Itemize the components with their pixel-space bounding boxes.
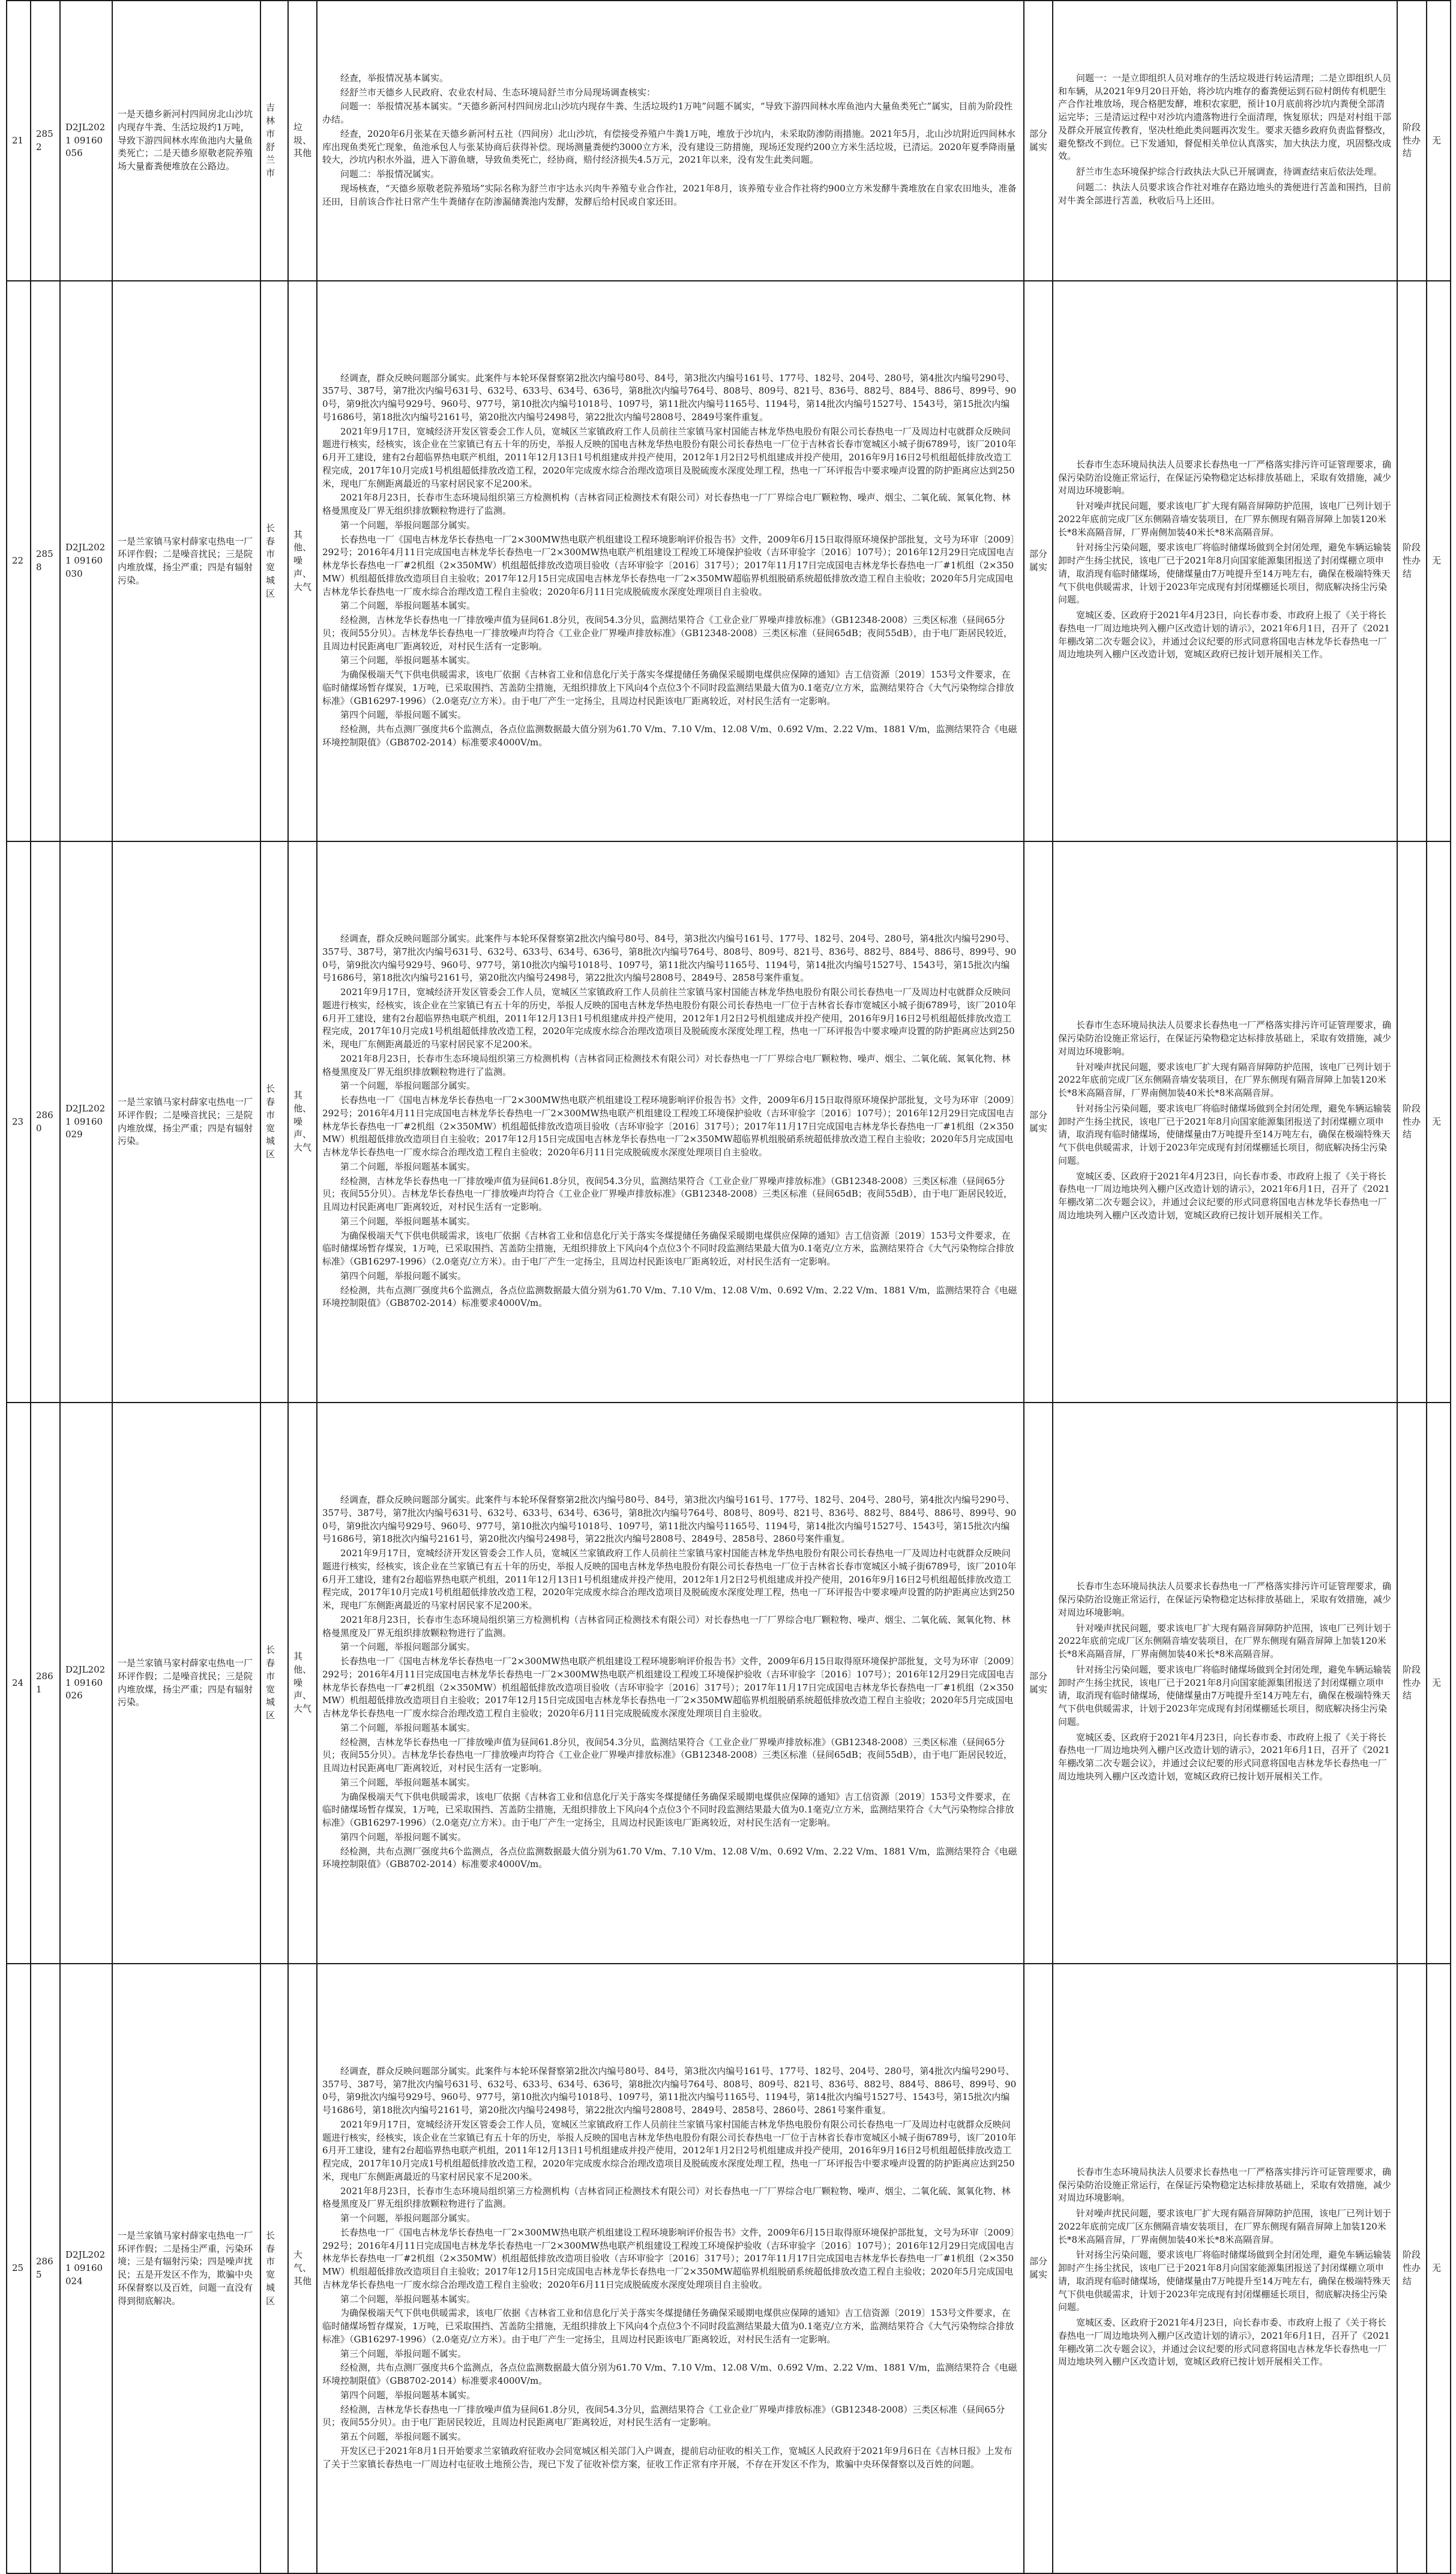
findings-paragraph: 经调查，群众反映问题部分属实。此案件与本轮环保督察第2批次内编号80号、84号，第3批次内编号161号、177号、182号、204号、280号，第4批次内编号290号、357号、387号，第7批次内编号631号、632号、633号、634号、636号，第8批次内编号764号、808号、809号、821号、836号、882号、884号、886号、899号、900号，第9批次内编号929号、960号、977号，第10批次内编号1018号、1097号，第11批次内编号1165号、1194号，第14批次内编号1527号、1543号，第15批次内编号1686号，第18批次内编号2161号，第20批次内编号2498号，第22批次内编号2808号、2849号、2858号案件重复。 bbox=[322, 933, 1017, 984]
findings-paragraph: 第一个问题，举报问题部分属实。 bbox=[340, 2213, 476, 2224]
findings-paragraph: 经检测，共布点测厂强度共6个监测点，各点位监测数据最大值分别为61.70 V/m、7.10 V/m、12.08 V/m、0.692 V/m、2.22 V/m、1881 V/m，监测结果符合《电磁环境控制限值》（GB8702-2014）标准要求4000V/m。 bbox=[322, 1284, 1017, 1309]
complaint-issue: 一是兰家镇马家村薛家屯热电一厂环评作假；二是噪音扰民；三是院内堆放煤，扬尘严重；四是有辐射污染。 bbox=[112, 1403, 260, 1964]
case-code: D2JL2021 09160026 bbox=[60, 1403, 112, 1964]
findings-paragraph: 经查，2020年6月张某在天德乡新河村五社（四间房）北山沙坑，有偿接受养殖户牛粪1万吨，堆放于沙坑内，未采取防渗防雨措施。2021年5月，北山沙坑附近四间林水库出现鱼类死亡现象，鱼池承包人与张某协商后获得补偿。现场测量粪便约3000立方米，没有建设三防措施，现场还发现约200立方米生活垃圾，已清运。2020年夏季降雨量较大，沙坑内积水外溢，进入下游鱼塘，导致鱼类死亡，经协商，赔付经济损失4.5万元，2021年以来，没有发生此类问题。 bbox=[322, 128, 1015, 166]
measure-paragraph: 宽城区委、区政府于2021年4月23日，向长春市委、市政府上报了《关于将长春热电一厂周边地块列入棚户区改造计划的请示》，2021年6月1日，召开了《2021年棚改第二次专题会议》，并通过会议纪要的形式同意将国电吉林龙华长春热电一厂周边地块列入棚户区改造计划，宽城区政府已按计划开展相关工作。 bbox=[1058, 610, 1390, 660]
measure-paragraph: 长春市生态环境局执法人员要求长春热电一厂严格落实排污许可证管理要求，确保污染防治设施正常运行，在保证污染物稳定达标排放基础上，采取有效措施，减少对周边环境影响。 bbox=[1058, 2166, 1392, 2204]
findings-paragraph: 经舒兰市天德乡人民政府、农业农村局、生态环境局舒兰市分局现场调查核实： bbox=[340, 86, 656, 98]
measure-paragraph: 针对噪声扰民问题，要求该电厂扩大现有隔音屏障防护范围，该电厂已列计划于2022年底前完成厂区东侧隔音墙安装项目，在厂界东侧现有隔音屏障上加装120米长*8米高隔音屏，厂界南侧加装40米长*8米高隔音屏。 bbox=[1058, 2208, 1392, 2245]
findings-paragraph: 经检测，吉林龙华长春热电一厂排放噪声值为昼间61.8分贝，夜间54.3分贝，监测结果符合《工业企业厂界噪声排放标准》（GB12348-2008）三类区标准（昼间65分贝；夜间55分贝）。由于电厂距居民较近，且周边村民距离电厂距离较近，对村民生活有一定影响。 bbox=[322, 2404, 1005, 2428]
findings-paragraph: 经检测，共布点测厂强度共6个监测点，各点位监测数据最大值分别为61.70 V/m、7.10 V/m、12.08 V/m、0.692 V/m、2.22 V/m、1881 V/m，监测结果符合《电磁环境控制限值》（GB8702-2014）标准要求4000V/m。 bbox=[322, 2362, 1017, 2386]
investigation-findings bbox=[317, 1, 1024, 281]
measure-paragraph: 针对噪声扰民问题，要求该电厂扩大现有隔音屏障防护范围，该电厂已列计划于2022年底前完成厂区东侧隔音墙安装项目，在厂界东侧现有隔音屏障上加装120米长*8米高隔音屏，厂界南侧加装40米长*8米高隔音屏。 bbox=[1058, 501, 1392, 538]
findings-paragraph: 现场核查，“天德乡原敬老院养殖场”实际名称为舒兰市宇达永兴肉牛养殖专业合作社，2021年8月，该养殖专业合作社将约900立方米发酵牛粪堆放在自家农田地头，准备还田，目前该合作社日常产生牛粪储存在防渗漏储粪池内发酵，发酵后给村民或自家还田。 bbox=[322, 182, 1017, 207]
measure-paragraph: 针对扬尘污染问题，要求该电厂将临时储煤场做到全封闭处理，避免车辆运输装卸时产生扬尘扰民，该电厂已于2021年8月向国家能源集团报送了封闭煤棚立项申请，取消现有临时储煤场，使储煤量由7万吨提升至14万吨左右，确保在极端特殊天气下供电供暖需求，计划于2023年完成现有封闭煤棚延长项目，彻底解决扬尘污染问题。 bbox=[1058, 2249, 1392, 2313]
administrative-area: 长春市宽城区 bbox=[260, 1964, 288, 2573]
findings-paragraph: 问题一：举报情况基本属实。“天德乡新河村四间房北山沙坑内现存牛粪、生活垃圾约1万吨”问题不属实，“导致下游四间林水库鱼池内大量鱼类死亡”属实，目前为阶段性办结。 bbox=[322, 101, 1013, 125]
completion-status: 阶段性办结 bbox=[1397, 841, 1427, 1403]
row-number: 24 bbox=[7, 1403, 31, 1964]
findings-paragraph: 第二个问题，举报问题基本属实。 bbox=[340, 1722, 476, 1733]
findings-paragraph: 长春热电一厂《国电吉林龙华长春热电一厂2×300MW热电联产机组建设工程环境影响评价报告书》文件，2009年6月15日取得原环境保护部批复，文号为环审〔2009〕292号；2016年4月11日完成国电吉林龙华长春热电一厂2×300MW热电联产机组建设工程竣工环境保护验收（吉环审验字〔2016〕107号）；2016年12月29日完成国电吉林龙华长春热电一厂#2机组（2×350MW）机组超低排放改造项目验收（吉环审验字〔2016〕317号）；2017年11月17日完成国电吉林龙华长春热电一厂#1机组（2×350MW）机组超低排放改造项目自主验收；2017年12月15日完成国电吉林龙华长春热电一厂2×350MW超临界机组脱硝系统超低排放改造工程自主验收；2020年5月完成国电吉林龙华长春热电一厂废水综合治理改造工程自主验收；2020年6月11日完成脱硫废水深度处理项目自主验收。 bbox=[322, 534, 1015, 597]
findings-paragraph: 开发区已于2021年8月1日开始要求兰家镇政府征收办会同宽城区相关部门入户调查，提前启动征收的相关工作，宽城区人民政府于2021年9月6日在《吉林日报》上发布了关于兰家镇长春热电一厂周边村屯征收土地预公告，现已下发了征收补偿方案，征收工作正常有序开展，不存在开发区不作为，欺骗中央环保督察以及百姓的问题。 bbox=[322, 2445, 1012, 2470]
measure-paragraph: 宽城区委、区政府于2021年4月23日，向长春市委、市政府上报了《关于将长春热电一厂周边地块列入棚户区改造计划的请示》，2021年6月1日，召开了《2021年棚改第二次专题会议》，并通过会议纪要的形式同意将国电吉林龙华长春热电一厂周边地块列入棚户区改造计划，宽城区政府已按计划开展相关工作。 bbox=[1058, 1170, 1390, 1221]
accountability: 无 bbox=[1427, 1964, 1451, 2573]
measure-paragraph: 舒兰市生态环境保护综合行政执法大队已开展调查，待调查结束后依法处理。 bbox=[1076, 166, 1383, 177]
case-id: 2852 bbox=[31, 1, 60, 281]
row-number: 23 bbox=[7, 841, 31, 1403]
findings-paragraph: 经检测，共布点测厂强度共6个监测点，各点位监测数据最大值分别为61.70 V/m、7.10 V/m、12.08 V/m、0.692 V/m、2.22 V/m、1881 V/m，监测结果符合《电磁环境控制限值》（GB8702-2014）标准要求4000V/m。 bbox=[322, 724, 1017, 748]
pollution-type: 垃圾、其他 bbox=[288, 1, 317, 281]
findings-paragraph: 长春热电一厂《国电吉林龙华长春热电一厂2×300MW热电联产机组建设工程环境影响评价报告书》文件，2009年6月15日取得原环境保护部批复，文号为环审〔2009〕292号；2016年4月11日完成国电吉林龙华长春热电一厂2×300MW热电联产机组建设工程竣工环境保护验收（吉环审验字〔2016〕107号）；2016年12月29日完成国电吉林龙华长春热电一厂#2机组（2×350MW）机组超低排放改造项目验收（吉环审验字〔2016〕317号）；2017年11月17日完成国电吉林龙华长春热电一厂#1机组（2×350MW）机组超低排放改造项目自主验收；2017年12月15日完成国电吉林龙华长春热电一厂2×350MW超临界机组脱硝系统超低排放改造工程自主验收；2020年5月完成国电吉林龙华长春热电一厂废水综合治理改造工程自主验收；2020年6月11日完成脱硫废水深度处理项目自主验收。 bbox=[322, 1095, 1015, 1158]
findings-paragraph: 2021年9月17日，宽城经济开发区管委会工作人员，宽城区兰家镇政府工作人员前往兰家镇马家村国能吉林龙华热电股份有限公司长春热电一厂及周边村屯就群众反映问题进行核实，经核实，该企业在兰家镇已有五十年的历史，举报人反映的国电吉林龙华热电股份有限公司长春热电一厂位于吉林省长春市宽城区小城子街6789号，该厂2010年6月开工建设，建有2台超临界热电联产机组，2011年12月13日1号机组建成并投产使用，2012年1月2日2号机组建成并投产使用，2016年9月16日2号机组超低排放改造工程完成，2017年10月完成1号机组超低排放改造工程，2020年完成废水综合治理改造项目及脱硫废水深度处理工程，热电一厂环评报告中要求噪声设置的防护距离应达到250米，现电厂东侧距离最近的马家村居民家不足200米。 bbox=[322, 2118, 1017, 2182]
findings-paragraph: 2021年9月17日，宽城经济开发区管委会工作人员，宽城区兰家镇政府工作人员前往兰家镇马家村国能吉林龙华热电股份有限公司长春热电一厂及周边村屯就群众反映问题进行核实，经核实，该企业在兰家镇已有五十年的历史，举报人反映的国电吉林龙华热电股份有限公司长春热电一厂位于吉林省长春市宽城区小城子街6789号，该厂2010年6月开工建设，建有2台超临界热电联产机组，2011年12月13日1号机组建成并投产使用，2012年1月2日2号机组建成并投产使用，2016年9月16日2号机组超低排放改造工程完成，2017年10月完成1号机组超低排放改造工程，2020年完成废水综合治理改造项目及脱硫废水深度处理工程，热电一厂环评报告中要求噪声设置的防护距离应达到250米，现电厂东侧距离最近的马家村居民家不足200米。 bbox=[322, 425, 1017, 489]
row-number: 25 bbox=[7, 1964, 31, 2573]
rectification-measures bbox=[1053, 1, 1397, 281]
measure-paragraph: 针对扬尘污染问题，要求该电厂将临时储煤场做到全封闭处理，避免车辆运输装卸时产生扬尘扰民，该电厂已于2021年8月向国家能源集团报送了封闭煤棚立项申请，取消现有临时储煤场，使储煤量由7万吨提升至14万吨左右，确保在极端特殊天气下供电供暖需求，计划于2023年完成现有封闭煤棚延长项目，彻底解决扬尘污染问题。 bbox=[1058, 1664, 1392, 1727]
findings-paragraph: 2021年8月23日，长春市生态环境局组织第三方检测机构（吉林省同正检测技术有限公司）对长春热电一厂厂界综合电厂颗粒物、噪声、烟尘、二氧化硫、氮氧化物、林格曼黑度及厂界无组织排放颗粒物进行了监测。 bbox=[322, 2185, 1011, 2210]
measure-paragraph: 针对扬尘污染问题，要求该电厂将临时储煤场做到全封闭处理，避免车辆运输装卸时产生扬尘扰民，该电厂已于2021年8月向国家能源集团报送了封闭煤棚立项申请，取消现有临时储煤场，使储煤量由7万吨提升至14万吨左右，确保在极端特殊天气下供电供暖需求，计划于2023年完成现有封闭煤棚延长项目，彻底解决扬尘污染问题。 bbox=[1058, 542, 1392, 606]
findings-paragraph: 第三个问题，举报问题基本属实。 bbox=[340, 1215, 476, 1227]
findings-paragraph: 经检测，吉林龙华长春热电一厂排放噪声值为昼间61.8分贝，夜间54.3分贝，监测结果符合《工业企业厂界噪声排放标准》（GB12348-2008）三类区标准（昼间65分贝；夜间55分贝）。吉林龙华长春热电一厂排放噪声均符合《工业企业厂界噪声排放标准》（GB12348-2008）三类区标准（昼间65dB；夜间55dB），由于电厂距居民较近，且周边村民距离电厂距离较近，对村民生活有一定影响。 bbox=[322, 615, 1012, 652]
accountability: 无 bbox=[1427, 1403, 1451, 1964]
accountability: 无 bbox=[1427, 1, 1451, 281]
investigation-findings bbox=[317, 841, 1024, 1403]
table-row bbox=[7, 841, 1451, 1403]
completion-status: 阶段性办结 bbox=[1397, 1403, 1427, 1964]
complaint-issue: 一是天德乡新河村四间房北山沙坑内现存牛粪、生活垃圾约1万吨，导致下游四间林水库鱼池内大量鱼类死亡；二是天德乡原敬老院养殖场大量畜粪便堆放在公路边。 bbox=[112, 1, 260, 281]
findings-paragraph: 经调查，群众反映问题部分属实。此案件与本轮环保督察第2批次内编号80号、84号，第3批次内编号161号、177号、182号、204号、280号，第4批次内编号290号、357号、387号，第7批次内编号631号、632号、633号、634号、636号，第8批次内编号764号、808号、809号、821号、836号、882号、884号、886号、899号、900号，第9批次内编号929号、960号、977号，第10批次内编号1018号、1097号，第11批次内编号1165号、1194号，第14批次内编号1527号、1543号，第15批次内编号1686号，第18批次内编号2161号，第20批次内编号2498号，第22批次内编号2808号、2849号、2858号、2860号、2861号案件重复。 bbox=[322, 2065, 1017, 2115]
case-id: 2860 bbox=[31, 841, 60, 1403]
rectification-measures bbox=[1053, 1964, 1397, 2573]
findings-paragraph: 问题二：举报情况属实。 bbox=[340, 169, 440, 179]
accountability: 无 bbox=[1427, 281, 1451, 841]
findings-paragraph: 为确保极端天气下供电供暖需求，该电厂依据《吉林省工业和信息化厅关于落实冬煤提储任务确保采暖期电煤供应保障的通知》吉工信资源〔2019〕153号文件要求，在临时储煤场暂存煤炭，1万吨，已采取围挡、苫盖防尘措施，无组织排放上下风向4个点位3个不同时段监测结果最大值为0.1毫克/立方米，监测结果符合《大气污染物综合排放标准》（GB16297-1996）（2.0毫克/立方米）。由于电厂产生一定扬尘，且周边村民距该电厂距离较近，对村民生活有一定影响。 bbox=[322, 669, 1014, 706]
findings-paragraph: 为确保极端天气下供电供暖需求，该电厂依据《吉林省工业和信息化厅关于落实冬煤提储任务确保采暖期电煤供应保障的通知》吉工信资源〔2019〕153号文件要求，在临时储煤场暂存煤炭，1万吨，已采取围挡、苫盖防尘措施，无组织排放上下风向4个点位3个不同时段监测结果最大值为0.1毫克/立方米，监测结果符合《大气污染物综合排放标准》（GB16297-1996）（2.0毫克/立方米）。由于电厂产生一定扬尘，且周边村民距该电厂距离较近，对村民生活有一定影响。 bbox=[322, 1791, 1014, 1828]
findings-paragraph: 第四个问题，举报问题不属实。 bbox=[340, 709, 467, 721]
measure-paragraph: 问题一：一是立即组织人员对堆存的生活垃圾进行转运清理；二是立即组织人员和车辆，从2021年9月20日开始，将沙坑内堆存的畜粪便运到石砬村朗传有机肥生产合作社堆放场，现合格肥发酵，堆积农家肥，预计10月底前将沙坑内粪便全部清运完毕；三是清运过程中对沙坑内遗落物进行全面清理，恢复原状；四是对村组干部及群众开展宣传教育，坚决杜绝此类问题再次发生。要求天德乡政府负责监督整改，避免整改不到位。已下发通知，督促相关单位认真落实，加大执法力度，巩固整改成效。 bbox=[1058, 72, 1392, 162]
findings-paragraph: 第二个问题，举报问题基本属实。 bbox=[340, 2293, 476, 2305]
completion-status: 阶段性办结 bbox=[1397, 281, 1427, 841]
findings-paragraph: 第二个问题，举报问题基本属实。 bbox=[340, 600, 476, 612]
findings-paragraph: 2021年9月17日，宽城经济开发区管委会工作人员，宽城区兰家镇政府工作人员前往兰家镇马家村国能吉林龙华热电股份有限公司长春热电一厂及周边村屯就群众反映问题进行核实，经核实，该企业在兰家镇已有五十年的历史，举报人反映的国电吉林龙华热电股份有限公司长春热电一厂位于吉林省长春市宽城区小城子街6789号，该厂2010年6月开工建设，建有2台超临界热电联产机组，2011年12月13日1号机组建成并投产使用，2012年1月2日2号机组建成并投产使用，2016年9月16日2号机组超低排放改造工程完成，2017年10月完成1号机组超低排放改造工程，2020年完成废水综合治理改造项目及脱硫废水深度处理工程，热电一厂环评报告中要求噪声设置的防护距离应达到250米，现电厂东侧距离最近的马家村居民家不足200米。 bbox=[322, 1548, 1017, 1611]
findings-paragraph: 第三个问题，举报问题基本属实。 bbox=[340, 1776, 476, 1788]
findings-paragraph: 2021年8月23日，长春市生态环境局组织第三方检测机构（吉林省同正检测技术有限公司）对长春热电一厂厂界综合电厂颗粒物、噪声、烟尘、二氧化硫、氮氧化物、林格曼黑度及厂界无组织排放颗粒物进行了监测。 bbox=[322, 1614, 1011, 1638]
findings-paragraph: 经检测，吉林龙华长春热电一厂排放噪声值为昼间61.8分贝，夜间54.3分贝，监测结果符合《工业企业厂界噪声排放标准》（GB12348-2008）三类区标准（昼间65分贝；夜间55分贝）。吉林龙华长春热电一厂排放噪声均符合《工业企业厂界噪声排放标准》（GB12348-2008）三类区标准（昼间65dB；夜间55dB），由于电厂距居民较近，且周边村民距离电厂距离较近，对村民生活有一定影响。 bbox=[322, 1175, 1012, 1212]
case-id: 2858 bbox=[31, 281, 60, 841]
pollution-type: 其他、噪声、大气 bbox=[288, 281, 317, 841]
findings-paragraph: 第一个问题，举报问题部分属实。 bbox=[340, 519, 476, 531]
findings-paragraph: 第一个问题，举报问题部分属实。 bbox=[340, 1080, 476, 1092]
findings-paragraph: 经调查，群众反映问题部分属实。此案件与本轮环保督察第2批次内编号80号、84号，第3批次内编号161号、177号、182号、204号、280号，第4批次内编号290号、357号、387号，第7批次内编号631号、632号、633号、634号、636号，第8批次内编号764号、808号、809号、821号、836号、882号、884号、886号、899号、900号，第9批次内编号929号、960号、977号，第10批次内编号1018号、1097号，第11批次内编号1165号、1194号，第14批次内编号1527号、1543号，第15批次内编号1686号，第18批次内编号2161号，第20批次内编号2498号，第22批次内编号2808号、2849号案件重复。 bbox=[322, 372, 1017, 422]
verification-result: 部分属实 bbox=[1024, 1964, 1053, 2573]
case-code: D2JL2021 09160024 bbox=[60, 1964, 112, 2573]
findings-paragraph: 第四个问题，举报问题不属实。 bbox=[340, 1270, 467, 1281]
administrative-area: 吉林市舒兰市 bbox=[260, 1, 288, 281]
findings-paragraph: 第三个问题，举报问题不属实。 bbox=[340, 2348, 467, 2359]
measure-paragraph: 针对噪声扰民问题，要求该电厂扩大现有隔音屏障防护范围，该电厂已列计划于2022年底前完成厂区东侧隔音墙安装项目，在厂界东侧现有隔音屏障上加装120米长*8米高隔音屏，厂界南侧加装40米长*8米高隔音屏。 bbox=[1058, 1622, 1392, 1660]
table-row bbox=[7, 1403, 1451, 1964]
administrative-area: 长春市宽城区 bbox=[260, 841, 288, 1403]
accountability: 无 bbox=[1427, 841, 1451, 1403]
rectification-measures bbox=[1053, 1403, 1397, 1964]
pollution-type: 其他、噪声、大气 bbox=[288, 1403, 317, 1964]
rectification-measures bbox=[1053, 281, 1397, 841]
findings-paragraph: 第二个问题，举报问题基本属实。 bbox=[340, 1161, 476, 1172]
table-row bbox=[7, 1, 1451, 281]
rectification-measures bbox=[1053, 841, 1397, 1403]
findings-paragraph: 为确保极端天气下供电供暖需求，该电厂依据《吉林省工业和信息化厅关于落实冬煤提储任务确保采暖期电煤供应保障的通知》吉工信资源〔2019〕153号文件要求，在临时储煤场暂存煤炭，1万吨，已采取围挡、苫盖防尘措施，无组织排放上下风向4个点位3个不同时段监测结果最大值为0.1毫克/立方米，监测结果符合《大气污染物综合排放标准》（GB16297-1996）（2.0毫克/立方米）。由于电厂产生一定扬尘，且周边村民距该电厂距离较近，对村民生活有一定影响。 bbox=[322, 1230, 1014, 1267]
measure-paragraph: 长春市生态环境局执法人员要求长春热电一厂严格落实排污许可证管理要求，确保污染防治设施正常运行，在保证污染物稳定达标排放基础上，采取有效措施，减少对周边环境影响。 bbox=[1058, 1581, 1392, 1618]
findings-paragraph: 第四个问题，举报问题不属实。 bbox=[340, 1831, 467, 1842]
measure-paragraph: 宽城区委、区政府于2021年4月23日，向长春市委、市政府上报了《关于将长春热电一厂周边地块列入棚户区改造计划的请示》，2021年6月1日，召开了《2021年棚改第二次专题会议》，并通过会议纪要的形式同意将国电吉林龙华长春热电一厂周边地块列入棚户区改造计划，宽城区政府已按计划开展相关工作。 bbox=[1058, 2317, 1390, 2368]
table-row bbox=[7, 281, 1451, 841]
measure-paragraph: 长春市生态环境局执法人员要求长春热电一厂严格落实排污许可证管理要求，确保污染防治设施正常运行，在保证污染物稳定达标排放基础上，采取有效措施，减少对周边环境影响。 bbox=[1058, 459, 1392, 496]
findings-paragraph: 第一个问题，举报问题部分属实。 bbox=[340, 1641, 476, 1653]
complaint-issue: 一是兰家镇马家村薛家屯热电一厂环评作假；二是扬尘严重，污染环境；三是有辐射污染；四是噪声扰民；五是开发区不作为，欺骗中央环保督察以及百姓，问题一直没有得到彻底解决。 bbox=[112, 1964, 260, 2573]
measure-paragraph: 针对扬尘污染问题，要求该电厂将临时储煤场做到全封闭处理，避免车辆运输装卸时产生扬尘扰民，该电厂已于2021年8月向国家能源集团报送了封闭煤棚立项申请，取消现有临时储煤场，使储煤量由7万吨提升至14万吨左右，确保在极端特殊天气下供电供暖需求，计划于2023年完成现有封闭煤棚延长项目，彻底解决扬尘污染问题。 bbox=[1058, 1102, 1392, 1166]
row-number: 22 bbox=[7, 281, 31, 841]
findings-paragraph: 长春热电一厂《国电吉林龙华长春热电一厂2×300MW热电联产机组建设工程环境影响评价报告书》文件，2009年6月15日取得原环境保护部批复，文号为环审〔2009〕292号；2016年4月11日完成国电吉林龙华长春热电一厂2×300MW热电联产机组建设工程竣工环境保护验收（吉环审验字〔2016〕107号）；2016年12月29日完成国电吉林龙华长春热电一厂#2机组（2×350MW）机组超低排放改造项目验收（吉环审验字〔2016〕317号）；2017年11月17日完成国电吉林龙华长春热电一厂#1机组（2×350MW）机组超低排放改造项目自主验收；2017年12月15日完成国电吉林龙华长春热电一厂2×350MW超临界机组脱硝系统超低排放改造工程自主验收；2020年5月完成国电吉林龙华长春热电一厂废水综合治理改造工程自主验收；2020年6月11日完成脱硫废水深度处理项目自主验收。 bbox=[322, 2227, 1015, 2290]
findings-paragraph: 经调查，群众反映问题部分属实。此案件与本轮环保督察第2批次内编号80号、84号，第3批次内编号161号、177号、182号、204号、280号，第4批次内编号290号、357号、387号，第7批次内编号631号、632号、633号、634号、636号，第8批次内编号764号、808号、809号、821号、836号、882号、884号、886号、899号、900号，第9批次内编号929号、960号、977号，第10批次内编号1018号、1097号，第11批次内编号1165号、1194号，第14批次内编号1527号、1543号，第15批次内编号1686号，第18批次内编号2161号，第20批次内编号2498号，第22批次内编号2808号、2849号、2858号、2860号案件重复。 bbox=[322, 1494, 1017, 1545]
measure-paragraph: 长春市生态环境局执法人员要求长春热电一厂严格落实排污许可证管理要求，确保污染防治设施正常运行，在保证污染物稳定达标排放基础上，采取有效措施，减少对周边环境影响。 bbox=[1058, 1020, 1392, 1057]
measure-paragraph: 问题二：执法人员要求该合作社对堆存在路边地头的粪便进行苫盖和围挡，目前对牛粪全部进行苫盖，秋收后马上还田。 bbox=[1058, 181, 1392, 206]
findings-paragraph: 长春热电一厂《国电吉林龙华长春热电一厂2×300MW热电联产机组建设工程环境影响评价报告书》文件，2009年6月15日取得原环境保护部批复，文号为环审〔2009〕292号；2016年4月11日完成国电吉林龙华长春热电一厂2×300MW热电联产机组建设工程竣工环境保护验收（吉环审验字〔2016〕107号）；2016年12月29日完成国电吉林龙华长春热电一厂#2机组（2×350MW）机组超低排放改造项目验收（吉环审验字〔2016〕317号）；2017年11月17日完成国电吉林龙华长春热电一厂#1机组（2×350MW）机组超低排放改造项目自主验收；2017年12月15日完成国电吉林龙华长春热电一厂2×350MW超临界机组脱硝系统超低排放改造工程自主验收；2020年5月完成国电吉林龙华长春热电一厂废水综合治理改造工程自主验收；2020年6月11日完成脱硫废水深度处理项目自主验收。 bbox=[322, 1656, 1015, 1719]
findings-paragraph: 2021年8月23日，长春市生态环境局组织第三方检测机构（吉林省同正检测技术有限公司）对长春热电一厂厂界综合电厂颗粒物、噪声、烟尘、二氧化硫、氮氧化物、林格曼黑度及厂界无组织排放颗粒物进行了监测。 bbox=[322, 492, 1011, 516]
findings-paragraph: 第五个问题，举报问题不属实。 bbox=[340, 2431, 467, 2442]
findings-paragraph: 经查，举报情况基本属实。 bbox=[340, 72, 449, 83]
complaint-issue: 一是兰家镇马家村薛家屯热电一厂环评作假；二是噪音扰民；三是院内堆放煤，扬尘严重；四是有辐射污染。 bbox=[112, 841, 260, 1403]
completion-status: 阶段性办结 bbox=[1397, 1964, 1427, 2573]
pollution-type: 其他、噪声、大气 bbox=[288, 841, 317, 1403]
investigation-findings bbox=[317, 1964, 1024, 2573]
verification-result: 部分属实 bbox=[1024, 1, 1053, 281]
verification-result: 部分属实 bbox=[1024, 281, 1053, 841]
investigation-findings bbox=[317, 281, 1024, 841]
findings-paragraph: 经检测，吉林龙华长春热电一厂排放噪声值为昼间61.8分贝，夜间54.3分贝，监测结果符合《工业企业厂界噪声排放标准》（GB12348-2008）三类区标准（昼间65分贝；夜间55分贝）。吉林龙华长春热电一厂排放噪声均符合《工业企业厂界噪声排放标准》（GB12348-2008）三类区标准（昼间65dB；夜间55dB），由于电厂距居民较近，且周边村民距离电厂距离较近，对村民生活有一定影响。 bbox=[322, 1736, 1012, 1773]
measure-paragraph: 宽城区委、区政府于2021年4月23日，向长春市委、市政府上报了《关于将长春热电一厂周边地块列入棚户区改造计划的请示》，2021年6月1日，召开了《2021年棚改第二次专题会议》，并通过会议纪要的形式同意将国电吉林龙华长春热电一厂周边地块列入棚户区改造计划，宽城区政府已按计划开展相关工作。 bbox=[1058, 1731, 1390, 1782]
case-code: D2JL2021 09160030 bbox=[60, 281, 112, 841]
case-id: 2861 bbox=[31, 1403, 60, 1964]
findings-paragraph: 为确保极端天气下供电供暖需求，该电厂依据《吉林省工业和信息化厅关于落实冬煤提储任务确保采暖期电煤供应保障的通知》吉工信资源〔2019〕153号文件要求，在临时储煤场暂存煤炭，1万吨，已采取围挡、苫盖防尘措施，无组织排放上下风向4个点位3个不同时段监测结果最大值为0.1毫克/立方米，监测结果符合《大气污染物综合排放标准》（GB16297-1996）（2.0毫克/立方米）。由于电厂产生一定扬尘，且周边村民距该电厂距离较近，对村民生活有一定影响。 bbox=[322, 2308, 1014, 2345]
administrative-area: 长春市宽城区 bbox=[260, 1403, 288, 1964]
verification-result: 部分属实 bbox=[1024, 1403, 1053, 1964]
findings-paragraph: 第三个问题，举报问题基本属实。 bbox=[340, 655, 476, 666]
case-id: 2865 bbox=[31, 1964, 60, 2573]
complaint-issue: 一是兰家镇马家村薛家屯热电一厂环评作假；二是噪音扰民；三是院内堆放煤，扬尘严重；四是有辐射污染。 bbox=[112, 281, 260, 841]
case-table bbox=[6, 0, 1451, 2574]
completion-status: 阶段性办结 bbox=[1397, 1, 1427, 281]
row-number: 21 bbox=[7, 1, 31, 281]
measure-paragraph: 针对噪声扰民问题，要求该电厂扩大现有隔音屏障防护范围，该电厂已列计划于2022年底前完成厂区东侧隔音墙安装项目，在厂界东侧现有隔音屏障上加装120米长*8米高隔音屏，厂界南侧加装40米长*8米高隔音屏。 bbox=[1058, 1061, 1392, 1099]
verification-result: 部分属实 bbox=[1024, 841, 1053, 1403]
findings-paragraph: 2021年8月23日，长春市生态环境局组织第三方检测机构（吉林省同正检测技术有限公司）对长春热电一厂厂界综合电厂颗粒物、噪声、烟尘、二氧化硫、氮氧化物、林格曼黑度及厂界无组织排放颗粒物进行了监测。 bbox=[322, 1053, 1011, 1077]
findings-paragraph: 2021年9月17日，宽城经济开发区管委会工作人员，宽城区兰家镇政府工作人员前往兰家镇马家村国能吉林龙华热电股份有限公司长春热电一厂及周边村屯就群众反映问题进行核实，经核实，该企业在兰家镇已有五十年的历史，举报人反映的国电吉林龙华热电股份有限公司长春热电一厂位于吉林省长春市宽城区小城子街6789号，该厂2010年6月开工建设，建有2台超临界热电联产机组，2011年12月13日1号机组建成并投产使用，2012年1月2日2号机组建成并投产使用，2016年9月16日2号机组超低排放改造工程完成，2017年10月完成1号机组超低排放改造工程，2020年完成废水综合治理改造项目及脱硫废水深度处理工程，热电一厂环评报告中要求噪声设置的防护距离应达到250米，现电厂东侧距离最近的马家村居民家不足200米。 bbox=[322, 987, 1017, 1050]
table-row bbox=[7, 1964, 1451, 2573]
findings-paragraph: 经检测，共布点测厂强度共6个监测点，各点位监测数据最大值分别为61.70 V/m、7.10 V/m、12.08 V/m、0.692 V/m、2.22 V/m、1881 V/m，监测结果符合《电磁环境控制限值》（GB8702-2014）标准要求4000V/m。 bbox=[322, 1845, 1017, 1870]
administrative-area: 长春市宽城区 bbox=[260, 281, 288, 841]
investigation-findings bbox=[317, 1403, 1024, 1964]
case-code: D2JL2021 09160029 bbox=[60, 841, 112, 1403]
pollution-type: 大气、其他 bbox=[288, 1964, 317, 2573]
case-code: D2JL2021 09160056 bbox=[60, 1, 112, 281]
findings-paragraph: 第四个问题，举报问题基本属实。 bbox=[340, 2389, 476, 2401]
